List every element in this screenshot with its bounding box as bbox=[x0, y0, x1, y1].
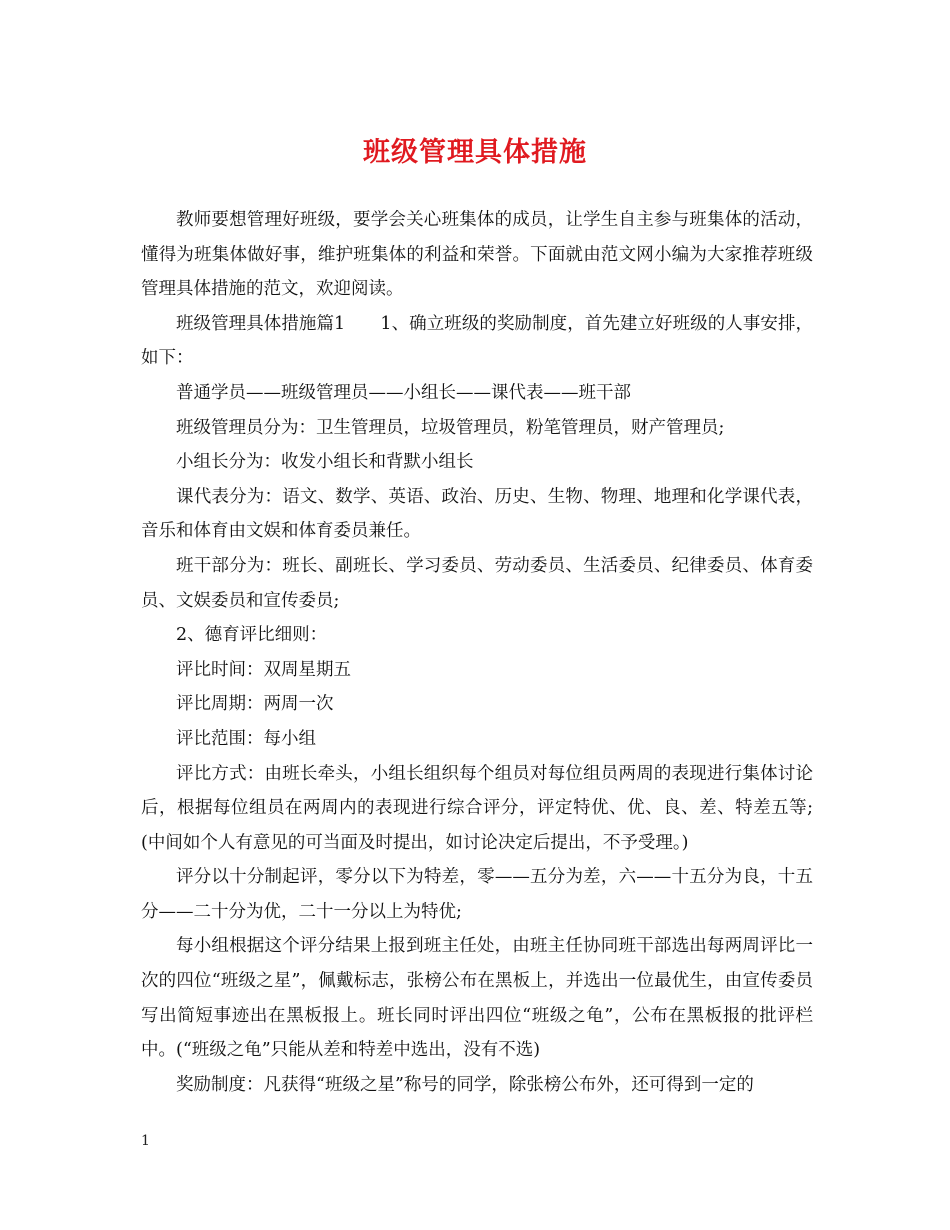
paragraph-section-1: 班级管理具体措施篇1 1、确立班级的奖励制度，首先建立好班级的人事安排，如下： bbox=[141, 313, 813, 369]
paragraph-evaluation-time: 评比时间：双周星期五 bbox=[176, 659, 351, 680]
paragraph-evaluation-rules: 2、德育评比细则： bbox=[176, 625, 328, 646]
paragraph-evaluation-method: 评比方式：由班长牵头，小组长组织每个组员对每位组员两周的表现进行集体讨论后，根据每位组员在两周内的表现进行综合评分，评定特优、优、良、差、特差五等;(中间如个人有意见的可当面及时提出，如讨论决定后提出，不予受理。) bbox=[141, 763, 813, 853]
paragraph-group-leaders: 小组长分为：收发小组长和背默小组长 bbox=[176, 452, 474, 473]
document-body bbox=[141, 203, 813, 1102]
document-title: 班级管理具体措施 bbox=[363, 137, 587, 168]
paragraph-class-star: 每小组根据这个评分结果上报到班主任处，由班主任协同班干部选出每两周评比一次的四位“班级之星”，佩戴标志，张榜公布在黑板上，并选出一位最优生，由宣传委员写出简短事迹出在黑板报上。班长同时评出四位“班级之龟”，公布在黑板报的批评栏中。(“班级之龟”只能从差和特差中选出，没有不选) bbox=[141, 936, 813, 1061]
paragraph-class-managers: 班级管理员分为：卫生管理员，垃圾管理员，粉笔管理员，财产管理员; bbox=[176, 417, 725, 438]
paragraph-subject-reps: 课代表分为：语文、数学、英语、政治、历史、生物、物理、地理和化学课代表，音乐和体育由文娱和体育委员兼任。 bbox=[141, 486, 813, 542]
paragraph-hierarchy: 普通学员——班级管理员——小组长——课代表——班干部 bbox=[176, 382, 631, 403]
paragraph-scoring: 评分以十分制起评，零分以下为特差，零——五分为差，六——十五分为良，十五分——二十分为优，二十一分以上为特优; bbox=[141, 867, 813, 922]
paragraph-evaluation-scope: 评比范围：每小组 bbox=[176, 728, 316, 749]
paragraph-class-cadres: 班干部分为：班长、副班长、学习委员、劳动委员、生活委员、纪律委员、体育委员、文娱委员和宣传委员; bbox=[141, 555, 813, 611]
page-number: 1 bbox=[141, 1133, 150, 1149]
paragraph-reward-system: 奖励制度：凡获得“班级之星”称号的同学，除张榜公布外，还可得到一定的 bbox=[176, 1074, 754, 1095]
paragraph-evaluation-cycle: 评比周期：两周一次 bbox=[176, 694, 334, 715]
paragraph-intro: 教师要想管理好班级，要学会关心班集体的成员，让学生自主参与班集体的活动，懂得为班集体做好事，维护班集体的利益和荣誉。下面就由范文网小编为大家推荐班级管理具体措施的范文，欢迎阅读。 bbox=[141, 210, 813, 300]
